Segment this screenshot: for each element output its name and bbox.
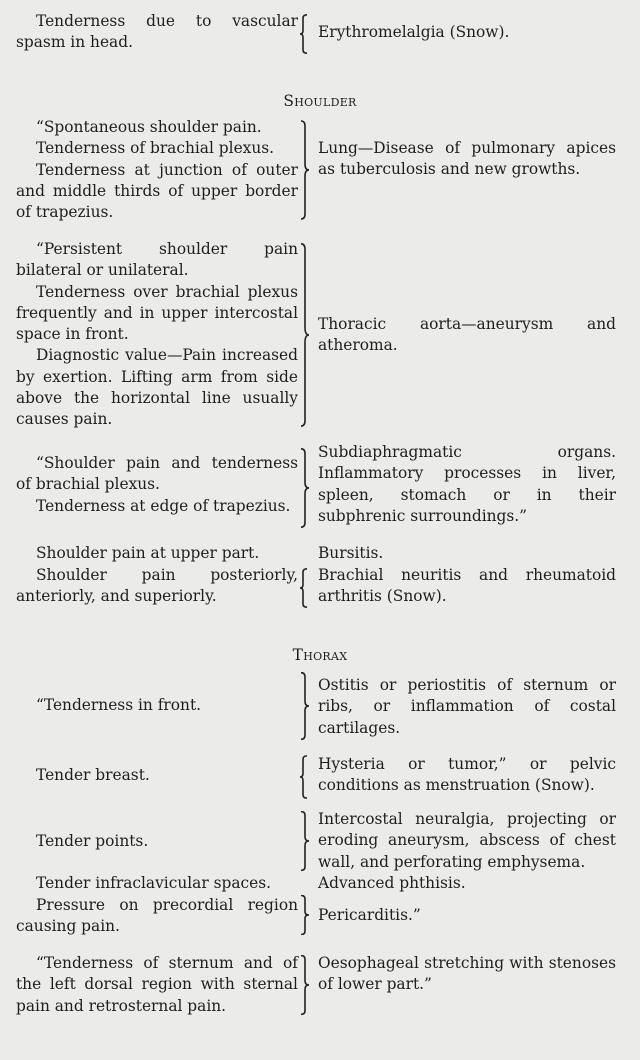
symptom-cell: [16, 11, 298, 54]
symptom-text: “Shoulder pain and tenderness of brachial plexus.: [16, 454, 298, 494]
condition-cell: [318, 22, 616, 43]
symptom-cell: [16, 895, 298, 938]
symptom-text: Tenderness at edge of trapezius.: [36, 496, 291, 515]
condition-text: Bursitis.: [318, 544, 384, 562]
condition-cell: [318, 873, 616, 894]
symptom-cell: [16, 543, 298, 564]
section-heading-thorax: Thorax: [292, 646, 348, 664]
brace: [299, 755, 315, 799]
symptom-cell: [16, 765, 298, 786]
symptom-cell: [16, 873, 298, 894]
symptom-text: Diagnostic value—Pain increased by exertion. Lifting arm from side above the horizontal line usually causes pain.: [16, 346, 298, 429]
brace: [299, 242, 315, 428]
condition-cell: [318, 543, 616, 564]
condition-text: Erythromelalgia (Snow).: [318, 23, 510, 41]
condition-text: Pericarditis.”: [318, 906, 421, 924]
symptom-text: Tenderness of brachial plexus.: [36, 139, 275, 158]
condition-cell: [318, 905, 616, 926]
condition-cell: [318, 953, 616, 996]
condition-text: Advanced phthisis.: [318, 874, 466, 892]
symptom-cell: [16, 695, 298, 716]
symptom-cell: [16, 953, 298, 1017]
symptom-cell: [16, 117, 298, 223]
brace: [299, 568, 315, 608]
condition-cell: [318, 442, 616, 527]
symptom-text: “Spontaneous shoulder pain.: [36, 118, 262, 136]
condition-cell: [318, 754, 616, 797]
symptom-cell: [16, 831, 298, 852]
brace: [299, 120, 315, 220]
condition-text: Oesophageal stretching with stenoses of lower part.”: [318, 954, 616, 994]
symptom-text: “Persistent shoulder pain bilateral or unilateral.: [16, 240, 298, 280]
condition-cell: [318, 565, 616, 608]
symptom-text: Tenderness due to vascular spasm in head.: [16, 12, 298, 52]
symptom-text: Shoulder pain posteriorly, anteriorly, and superiorly.: [16, 566, 298, 606]
condition-text: Thoracic aorta—aneurysm and atheroma.: [318, 315, 616, 355]
condition-text: Intercostal neuralgia, projecting or eroding aneurysm, abscess of chest wall, and perforating emphysema.: [318, 810, 616, 871]
condition-cell: [318, 314, 616, 357]
symptom-cell: [16, 239, 298, 431]
condition-text: Lung—Disease of pulmonary apices as tuberculosis and new growths.: [318, 139, 616, 179]
brace: [299, 14, 315, 54]
symptom-text: “Tenderness in front.: [36, 696, 202, 714]
symptom-cell: [16, 565, 298, 608]
symptom-cell: [16, 453, 298, 517]
section-heading-shoulder: Shoulder: [283, 92, 357, 110]
bleed-through-text: [330, 45, 334, 59]
symptom-text: Shoulder pain at upper part.: [36, 544, 260, 562]
condition-text: Ostitis or periostitis of sternum or ribs, or inflammation of costal cartilages.: [318, 676, 616, 737]
condition-text: Brachial neuritis and rheumatoid arthritis (Snow).: [318, 566, 616, 606]
brace: [299, 672, 315, 740]
condition-cell: [318, 809, 616, 873]
condition-text: Subdiaphragmatic organs. Inflammatory processes in liver, spleen, stomach or in their subphrenic surroundings.”: [318, 443, 616, 525]
symptom-text: Tenderness over brachial plexus frequently and in upper intercostal space in front.: [16, 282, 298, 344]
brace: [299, 895, 315, 935]
condition-cell: [318, 675, 616, 739]
condition-text: Hysteria or tumor,” or pelvic conditions as menstruation (Snow).: [318, 755, 616, 795]
symptom-text: Tender breast.: [36, 766, 150, 784]
symptom-text: Pressure on precordial region causing pain.: [16, 896, 298, 936]
symptom-text: Tender infraclavicular spaces.: [36, 874, 272, 892]
symptom-text: Tenderness at junction of outer and middle thirds of upper border of trapezius.: [16, 160, 298, 222]
symptom-text: Tender points.: [36, 832, 149, 850]
symptom-text: “Tenderness of sternum and of the left dorsal region with sternal pain and retrosternal pain.: [16, 954, 298, 1015]
brace: [299, 811, 315, 871]
brace: [299, 955, 315, 1015]
brace: [299, 448, 315, 528]
condition-cell: [318, 138, 616, 181]
